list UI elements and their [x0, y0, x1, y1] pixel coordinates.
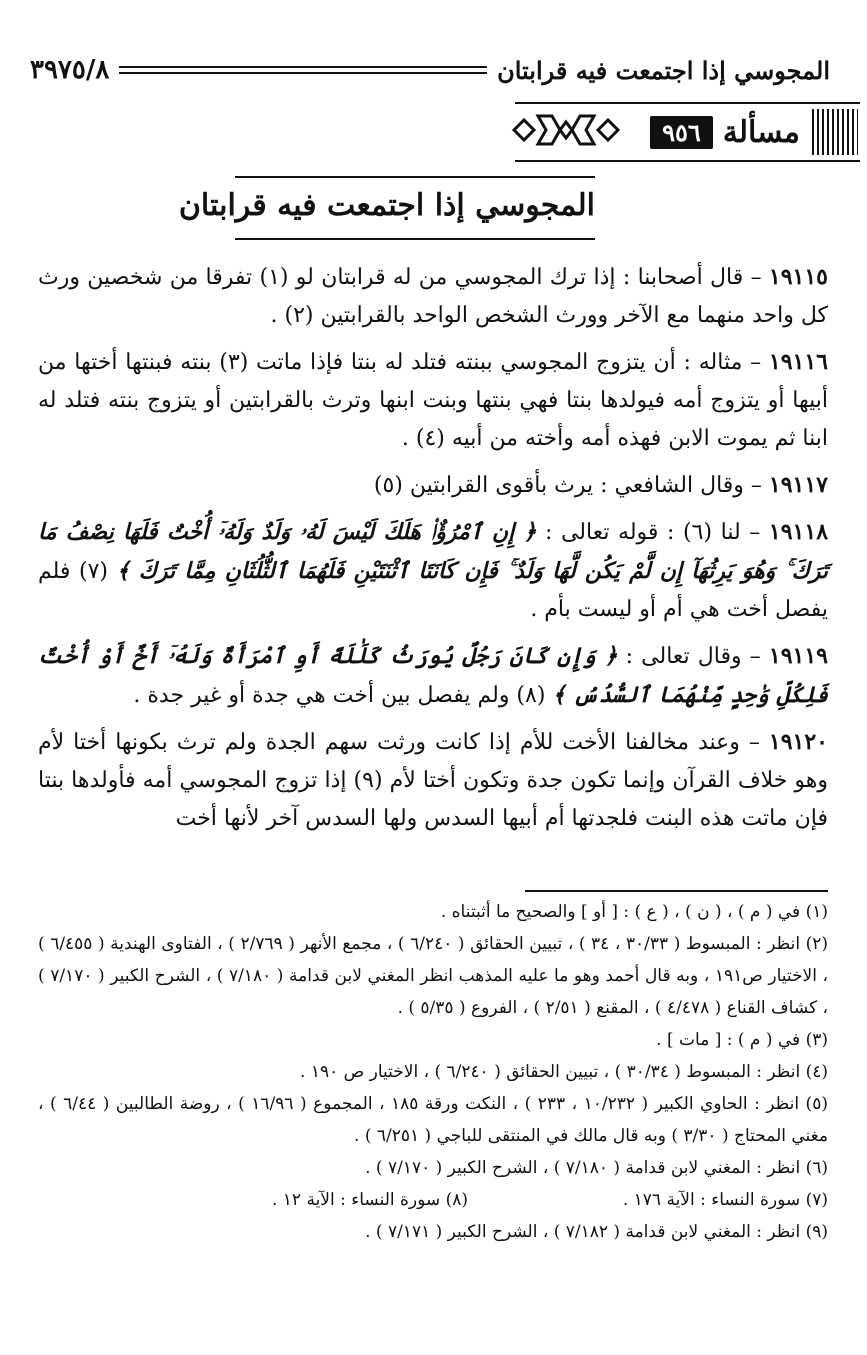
footnote-separator — [525, 890, 828, 892]
masala-label: مسألة — [722, 114, 800, 150]
paragraph — [38, 466, 828, 505]
paragraph-text: – وقال الشافعي : يرث بأقوى القرابتين (٥) — [373, 473, 769, 498]
paragraph-text: – وعند مخالفنا الأخت للأم إذا كانت ورثت سهم الجدة ولم ترث بكونها أختا لأم وهو خلاف القرآن وإنما تكون جدة وتكون أختا لأم (٩) إذا تزوج المجوسي أمه فأولدها بنتا فإن ماتت هذه البنت فلجدتها أم أبيها السدس ولها السدس آخر لأنها أخت — [38, 730, 829, 831]
paragraph-text: (٨) ولم يفصل بين أخت هي جدة أو غير جدة . — [133, 683, 553, 708]
footnote: (١) في ( م ) ، ( ن ) ، ( ع ) : [ أو ] والصحيح ما أثبتناه . — [440, 902, 828, 922]
paragraph-number: ١٩١٢٠ — [768, 729, 828, 755]
page-reference: ٣٩٧٥/٨ — [30, 55, 110, 85]
ornament-icon — [508, 108, 624, 152]
paragraph-text: – مثاله : أن يتزوج المجوسي ببنته فتلد له بنتا فإذا ماتت (٣) بنته فبنتها أختها من أبيها أو يتزوج أمه فيولدها بنتا فهي بنتها وبنت ابنها وترث بالقرابتين أو يتزوج بنته فتلد له ابنا ثم يموت الابن فهذه أمه وأخته من أبيه (٤) . — [38, 350, 828, 451]
footnote: (٢) انظر : المبسوط ( ٣٠/٣٣ ، ٣٤ ) ، تبيين الحقائق ( ٦/٢٤٠ ) ، مجمع الأنهر ( ٢/٧٦٩ ) ، الفتاوى الهندية ( ٦/٤٥٥ ) ، الاختيار ص١٩١ ، وبه قال أحمد وهو ما عليه المذهب انظر المغني لابن قدامة ( ٧/١٨٠ ) ، الشرح الكبير ( ٧/١٧٠ ) ، كشاف القناع ( ٤/٤٧٨ ) ، المقنع ( ٢/٥١ ) ، الفروع ( ٥/٣٥ ) . — [38, 934, 828, 1018]
footnote: (٤) انظر : المبسوط ( ٣٠/٣٤ ) ، تبيين الحقائق ( ٦/٢٤٠ ) ، الاختيار ص ١٩٠ . — [300, 1062, 828, 1082]
footnotes — [38, 896, 828, 1248]
header-rule — [119, 66, 487, 74]
quran-verse: ﴿ وَإِن كَانَ رَجُلٌ يُورَثُ كَلَٰلَةً أَوِ ٱمْرَأَةٌ وَلَهُۥٓ أَخٌ أَوْ أُخْتٌ فَلِكُلِّ وَٰحِدٍ مِّنْهُمَا ٱلسُّدُسُ ﴾ — [38, 643, 828, 708]
footnote: (٩) انظر : المغني لابن قدامة ( ٧/١٨٢ ) ، الشرح الكبير ( ٧/١٧١ ) . — [365, 1222, 828, 1242]
paragraph-text: – وقال تعالى : — [617, 644, 769, 669]
section-title: المجوسي إذا اجتمعت فيه قرابتان — [235, 176, 595, 240]
paragraph — [38, 258, 828, 335]
paragraph-text: – لنا (٦) : قوله تعالى : — [536, 520, 769, 545]
paragraph — [38, 513, 828, 629]
paragraph-text: – قال أصحابنا : إذا ترك المجوسي من له قرابتان لو (١) تفرقا من شخصين ورث كل واحد منهما مع الآخر وورث الشخص الواحد بالقرابتين (٢) . — [38, 265, 828, 328]
footnote-pair — [38, 1184, 828, 1216]
quran-verse: ﴿ إِنِ ٱمْرُؤٌا۟ هَلَكَ لَيْسَ لَهُۥ وَلَدٌ وَلَهُۥٓ أُخْتٌ فَلَهَا نِصْفُ مَا تَرَكَ ۚ وَهُوَ يَرِثُهَآ إِن لَّمْ يَكُن لَّهَا وَلَدٌ ۚ فَإِن كَانَتَا ٱثْنَتَيْنِ فَلَهُمَا ٱلثُّلُثَانِ مِمَّا تَرَكَ ﴾ — [38, 519, 828, 584]
running-title: المجوسي إذا اجتمعت فيه قرابتان — [497, 55, 830, 85]
footnote: (٦) انظر : المغني لابن قدامة ( ٧/١٨٠ ) ، الشرح الكبير ( ٧/١٧٠ ) . — [365, 1158, 828, 1178]
footnote: (٣) في ( م ) : [ مات ] . — [656, 1030, 828, 1050]
footnote: (٨) سورة النساء : الآية ١٢ . — [271, 1190, 468, 1210]
footnote: (٥) انظر : الحاوي الكبير ( ١٠/٢٣٢ ، ٢٣٣ ) ، النكت ورقة ١٨٥ ، المجموع ( ١٦/٩٦ ) ، روضة الطالبين ( ٦/٤٤ ) ، مغني المحتاج ( ٣/٣٠ ) وبه قال مالك في المنتقى للباجي ( ٦/٢٥١ ) . — [38, 1094, 828, 1146]
footnote: (٧) سورة النساء : الآية ١٧٦ . — [622, 1190, 828, 1210]
masala-number: ٩٥٦ — [650, 116, 713, 149]
paragraph-text: (٧) فلم يفصل أخت هي أم أو ليست بأم . — [38, 559, 828, 622]
paragraph — [38, 723, 828, 838]
running-header — [30, 50, 830, 90]
body-text — [38, 258, 828, 846]
paragraph-number: ١٩١١٧ — [768, 472, 828, 498]
banner-stripes — [812, 109, 858, 155]
paragraph — [38, 637, 828, 715]
paragraph-number: ١٩١١٥ — [768, 264, 828, 290]
paragraph-number: ١٩١١٦ — [768, 349, 828, 375]
paragraph-number: ١٩١١٩ — [768, 643, 828, 669]
paragraph-number: ١٩١١٨ — [768, 519, 829, 545]
paragraph — [38, 343, 828, 458]
